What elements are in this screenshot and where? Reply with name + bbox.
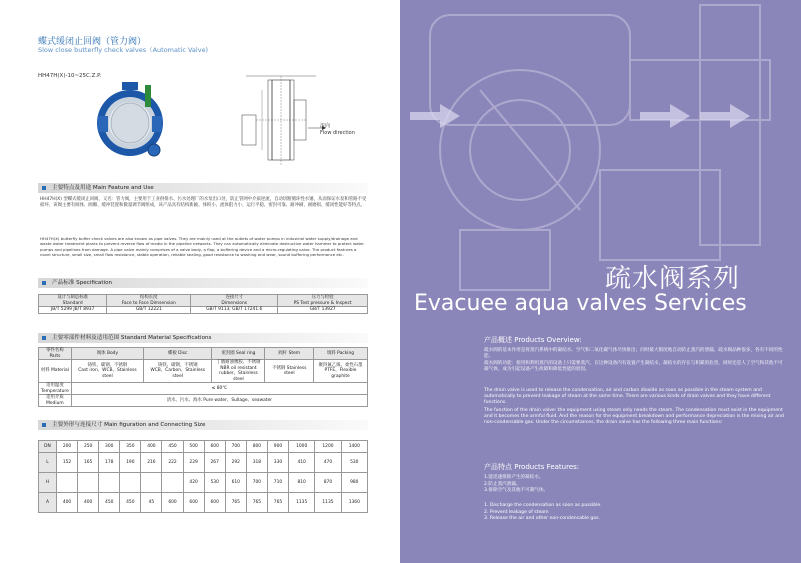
dimension-cell: 450 — [99, 493, 120, 513]
table-row — [39, 473, 368, 493]
dimension-cell: 710 — [267, 473, 288, 493]
dimension-cell: 1360 — [341, 493, 367, 513]
dimension-cell: 318 — [246, 453, 267, 473]
right-page — [400, 0, 801, 563]
dimension-cell: 600 — [204, 493, 225, 513]
spec-cell: GB/T 12221 — [107, 307, 191, 314]
section-title: 产品标准 Specification — [52, 280, 113, 286]
dimension-row-label: H — [39, 473, 57, 493]
dimension-cell: 980 — [341, 473, 367, 493]
bullet-icon — [42, 336, 46, 340]
dimension-cell: 900 — [267, 441, 288, 453]
background-valve-illustration — [400, 0, 801, 330]
dimension-cell — [78, 473, 99, 493]
dimension-row-label: L — [39, 453, 57, 473]
model-number: HH47H(X)-10~25C.Z.P. — [38, 73, 102, 79]
overview-cn-1: 疏水阀的基本作用是将蒸汽系统中的凝结水、空气和二氧化碳气体尽快排出；同时最大限度地自动防止蒸汽的泄漏，疏水阀品种很多，各有不同的性能。 — [484, 348, 783, 360]
material-row-label: 材料 Material — [39, 360, 72, 383]
list-item: 3.排除空气及其他不可凝气体。 — [484, 488, 549, 494]
dimension-cell: 810 — [289, 473, 315, 493]
dimension-cell: 765 — [225, 493, 246, 513]
spec-header-cell: 压力与检验 PS Test pressure & Inspect — [278, 295, 368, 307]
material-cell: 聚四氟乙烯、柔性石墨 PTFE、Flexible graphite — [314, 360, 368, 383]
features-list-cn — [484, 475, 548, 495]
dimension-cell: 1135 — [289, 493, 315, 513]
material-header-cell: 阀杆 Stem — [265, 348, 314, 360]
dimension-cell: 600 — [204, 441, 225, 453]
section-header-materials — [38, 333, 368, 343]
medium-label: 适用介质 Medium — [39, 395, 72, 407]
dimensions-table — [38, 440, 368, 513]
material-cell: 铸铁、碳钢、不锈钢 WCB、Carbon、Stainless steel — [143, 360, 212, 383]
dimension-cell: 800 — [246, 441, 267, 453]
overview-title: 产品概述 Products Overview: — [484, 336, 582, 344]
section-title: 主要外形与连接尺寸 Main figuration and Connecting Size — [52, 422, 206, 428]
dimension-cell: 870 — [315, 473, 341, 493]
bullet-icon — [42, 423, 46, 427]
flow-label-en: Flow direction — [320, 130, 355, 136]
overview-en-1: The drain valve is used to release the condensation, air and carbon dioxide as soon as possible in the steam system and automatically to prevent leakage of steam at the same time. There are various kinds of drain valves and they have different functions. — [484, 388, 771, 406]
dimension-cell: 1200 — [315, 441, 341, 453]
dimension-cell: 330 — [267, 453, 288, 473]
dimension-cell: 190 — [120, 453, 141, 473]
dimension-cell: 350 — [120, 441, 141, 453]
spec-cell: JB/T 5299 JB/T 8937 — [39, 307, 107, 314]
section-header-features — [38, 183, 368, 193]
flow-direction-label — [320, 123, 355, 137]
spec-header-cell: 连接尺寸 Dimensions — [191, 295, 278, 307]
left-page — [0, 0, 400, 563]
table-row — [39, 493, 368, 513]
dimension-cell — [141, 473, 162, 493]
dimension-cell: 600 — [183, 493, 204, 513]
material-header-cell: 蝶板 Disc — [143, 348, 212, 360]
dimension-cell: 400 — [57, 493, 78, 513]
valve-technical-drawing — [236, 70, 326, 170]
dimension-cell — [57, 473, 78, 493]
dimension-cell: 300 — [99, 441, 120, 453]
dimension-cell: 222 — [162, 453, 183, 473]
dimension-cell — [99, 473, 120, 493]
spec-header-cell: 结构长度 Face to Face Dimsension — [107, 295, 191, 307]
list-item: 2. Prevent leakage of steam — [484, 509, 549, 515]
bullet-icon — [42, 186, 46, 190]
dimension-cell: 700 — [225, 441, 246, 453]
bullet-icon — [42, 281, 46, 285]
section-title: 主要零部件材料及适用范围 Standard Material Specifications — [52, 335, 212, 341]
material-cell: 不锈钢 Stainless steel — [265, 360, 314, 383]
overview-en-2: The function of the drain valve: the equipment using steam only needs the steam. The condensation must exist in the equipment and it becomes the armful fluid. And the reason for the equipment breakdown and performance depreciation is the mixing air and non-condensable gas. Under the circumstances, the drain valve has the following three main functions: — [484, 408, 784, 426]
dimension-cell: 450 — [162, 441, 183, 453]
dimension-cell: 500 — [183, 441, 204, 453]
dimension-cell: 610 — [225, 473, 246, 493]
features-paragraph-en: HH47H(X) butterfly buffer check valves are also known as pipe valves. They are mainly used at the outlets of water pumps in industrial water supply/drainage and waste water treatment plants to prevent reverse flow of media in the pipeline networks. They can automatically eliminate destructive water hammer to protect water pumps and pipelines from damage. A pipe valve mainly comprises of a valve body, a flap, a buffering device and a micro-regulating valve. The product features a novel structure, small size, small flow resistance, stable operation, reliable sealing, good resistance to washing and wear, sound buffering performance etc. — [40, 236, 365, 258]
dimension-cell: 400 — [78, 493, 99, 513]
dimension-cell: 267 — [204, 453, 225, 473]
product-title-cn: 蝶式缓闭止回阀（管力阀） — [38, 37, 147, 47]
section-title: 主要特点及用途 Main Feature and Use — [52, 185, 154, 191]
dimension-row-label: A — [39, 493, 57, 513]
spec-table — [38, 294, 368, 314]
material-header-cell: 阀体 Body — [71, 348, 143, 360]
dimension-cell: 410 — [289, 453, 315, 473]
material-header-cell: 零件名称 Parts — [39, 348, 72, 360]
dimension-cell — [120, 473, 141, 493]
spec-cell: GB/T 13927 — [278, 307, 368, 314]
dimension-cell: 530 — [341, 453, 367, 473]
dimension-cell: 530 — [204, 473, 225, 493]
dimension-cell: 600 — [162, 493, 183, 513]
dimension-cell: 200 — [57, 441, 78, 453]
dimension-row-label: DN — [39, 441, 57, 453]
list-item: 1. Discharge the condensation as soon as possible. — [484, 503, 602, 508]
dimension-cell: 1135 — [315, 493, 341, 513]
valve-photo — [90, 80, 170, 165]
dimension-cell: 420 — [183, 473, 204, 493]
dimension-cell: 292 — [225, 453, 246, 473]
material-header-cell: 密封圈 Seal ring — [212, 348, 265, 360]
series-title-cn: 疏水阀系列 — [605, 264, 741, 294]
material-header-cell: 填料 Packing — [314, 348, 368, 360]
material-cell: 铸铁、碳钢、不锈钢 Cast iron、WCB、Stainless steel — [71, 360, 143, 383]
flow-label-cn: 流向 — [320, 123, 331, 129]
dimension-cell: 450 — [120, 493, 141, 513]
series-title-en: Evacuee aqua valves Services — [414, 291, 747, 316]
spec-header-cell: 设计与制造标准 Standard — [39, 295, 107, 307]
dimension-cell: 765 — [246, 493, 267, 513]
dimension-cell: 45 — [141, 493, 162, 513]
dimension-cell: 1000 — [289, 441, 315, 453]
product-title-en: Slow close butterfly check valves（Automatic Valve) — [38, 46, 209, 54]
dimension-cell: 765 — [267, 493, 288, 513]
features-title: 产品特点 Products Features: — [484, 463, 580, 471]
section-header-spec — [38, 278, 368, 288]
materials-table — [38, 347, 368, 407]
features-list-en — [484, 503, 602, 523]
overview-cn-2: 疏水阀的功能：使用和利用蒸汽的设备上只需要蒸汽，在这种设备内有设置产生凝结水，凝结水的存在与积累的危害，同时还是人了空气和其他不可凝气体，成为引起设备产生故障和降低性能的原因。 — [484, 361, 783, 373]
features-paragraph-cn: HH47H(X) 型蝶式缓闭止回阀，又名：管力阀，主要用于工业供排水、污水处理厂的水泵出口处，防止管网中介质逆流，自动切断循环性水锤，从而保证水泵和管路不受损坏，该阀主要有阀体、阀瓣、缓冲装置和微量调节阀组成，该产品具有结构新颖、体积小、流体阻力小、运行平稳、密封可靠、耐冲刷、耐磨损、缓闭性能好等特点。 — [40, 197, 367, 209]
spec-cell: GB/T 9113; GB/T 17241.6 — [191, 307, 278, 314]
temp-label: 适用温度 Temperature — [39, 383, 72, 395]
list-item: 3. Release the air and other non-condensable gas. — [484, 516, 600, 522]
temp-value: ≤ 80℃ — [71, 383, 367, 395]
medium-value: 清水、污水、海水 Pure water、Sullage、seawater — [71, 395, 367, 407]
dimension-cell: 250 — [78, 441, 99, 453]
table-row — [39, 441, 368, 453]
dimension-cell: 700 — [246, 473, 267, 493]
dimension-cell: 1400 — [341, 441, 367, 453]
material-cell: 丁腈耐油橡胶、不锈钢 NBR oil resistant rubber、Stainless steel — [212, 360, 265, 383]
list-item: 1.能迅速排除产生的凝结水。 — [484, 475, 544, 480]
dimension-cell: 229 — [183, 453, 204, 473]
list-item: 2.防止蒸汽泄漏。 — [484, 481, 521, 487]
section-header-dimensions — [38, 420, 368, 430]
dimension-cell: 178 — [99, 453, 120, 473]
dimension-cell: 400 — [141, 441, 162, 453]
dimension-cell: 165 — [78, 453, 99, 473]
dimension-cell — [162, 473, 183, 493]
dimension-cell: 152 — [57, 453, 78, 473]
dimension-cell: 470 — [315, 453, 341, 473]
dimension-cell: 216 — [141, 453, 162, 473]
table-row — [39, 453, 368, 473]
